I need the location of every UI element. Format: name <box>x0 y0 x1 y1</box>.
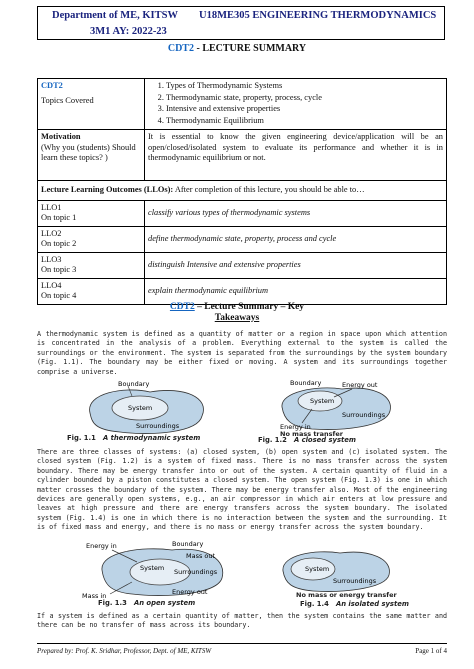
topic-item: 1. Types of Thermodynamic Systems <box>166 81 443 92</box>
llo-row: LLO1 On topic 1 classify various types of thermodynamic systems <box>38 200 447 226</box>
svg-text:System: System <box>305 565 330 573</box>
prepared-by: Prepared by: Prof. K. Sridhar, Professor, Dept. of ME, KITSW <box>37 647 212 655</box>
system-definition-paragraph: A thermodynamic system is defined as a quantity of matter or a region in space upon which attention is concentrated in the analysis of a problem. Everything external to the system is called the surroundings or the environment. The system is separated from the surroundings by the system boundary (Fig. 1.1). The boundary may be either fixed or moving. A system and its surroundings together comprise a universe. <box>37 330 447 376</box>
figure-caption: Fig. 1.4 An isolated system <box>300 600 409 608</box>
svg-text:Surroundings: Surroundings <box>333 577 377 585</box>
no-transfer-label: No mass or energy transfer <box>296 591 397 599</box>
svg-text:Energy in: Energy in <box>280 423 311 431</box>
open-system-figure <box>82 540 242 602</box>
isolated-system-figure <box>275 545 400 595</box>
topics-label-cell: CDT2 Topics Covered <box>38 79 145 130</box>
llo-text: classify various types of thermodynamic systems <box>145 200 447 226</box>
topics-row <box>38 79 447 130</box>
llo-row: LLO3 On topic 3 distinguish Intensive and extensive properties <box>38 252 447 278</box>
svg-text:Boundary: Boundary <box>172 540 204 548</box>
lecture-summary-title: CDT2 - LECTURE SUMMARY <box>167 43 307 54</box>
academic-year-label: 3M1 AY: 2022-23 <box>90 26 167 37</box>
topic-item: 4. Thermodynamic Equilibrium <box>166 116 443 127</box>
llo-heading: Lecture Learning Outcomes (LLOs): After completion of this lecture, you should be able to… <box>38 181 447 201</box>
llo-text: distinguish Intensive and extensive properties <box>145 252 447 278</box>
motivation-label-cell: Motivation (Why you (students) Should learn these topics? ) <box>38 130 145 181</box>
key-takeaways-subtitle: Takeaways <box>214 313 260 323</box>
page-footer <box>37 643 447 655</box>
document-header <box>37 6 445 40</box>
summary-table <box>37 78 447 305</box>
course-title: U18ME305 ENGINEERING THERMODYNAMICS <box>199 10 437 21</box>
llo-text: define thermodynamic state, property, process and cycle <box>145 226 447 252</box>
thermodynamic-system-figure <box>80 378 215 440</box>
svg-text:System: System <box>128 404 153 412</box>
topic-item: 3. Intensive and extensive properties <box>166 104 443 115</box>
key-takeaways-title: CDT2 – Lecture Summary – Key <box>169 302 305 312</box>
figure-caption: Fig. 1.3 An open system <box>98 599 196 607</box>
department-label: Department of ME, KITSW <box>52 10 178 21</box>
topics-list-cell <box>145 79 447 130</box>
figure-caption: Fig. 1.1 A thermodynamic system <box>67 434 201 442</box>
motivation-row <box>38 130 447 181</box>
svg-text:Boundary: Boundary <box>118 380 150 388</box>
system-classes-paragraph: There are three classes of systems: (a) closed system, (b) open system and (c) isolated system. The closed system (Fig. 1.2) is a system of fixed mass. There is no mass transfer across the system boundary. There may be energy transfer into or out of the system. A certain quantity of fluid in a cylinder bounded by a piston constitutes a closed system. The open system (Fig. 1.3) is one in which matter crosses the boundary of the system. There may be energy transfer also. Most of the engineering devices are generally open systems, e.g., an air compressor in which air enters at low pressure and leaves at high pressure and there are energy transfers across the system boundary. The isolated system (Fig. 1.4) is one in which there is no interaction between the system and the surrounding. It is of fixed mass and energy, and there is no mass or energy transfer across the system boundary. <box>37 448 447 532</box>
llo-row: LLO4 On topic 4 explain thermodynamic equilibrium <box>38 278 447 304</box>
closing-paragraph: If a system is defined as a certain quantity of matter, then the system contains the same matter and there can be no transfer of mass across its boundary. <box>37 612 447 630</box>
closed-system-figure <box>272 377 402 435</box>
svg-text:Boundary: Boundary <box>290 379 322 387</box>
svg-text:Surroundings: Surroundings <box>342 411 386 419</box>
page-number: Page 1 of 4 <box>415 647 447 655</box>
svg-text:System: System <box>140 564 165 572</box>
svg-text:Mass out: Mass out <box>186 552 216 560</box>
llo-row: LLO2 On topic 2 define thermodynamic state, property, process and cycle <box>38 226 447 252</box>
figure-caption: Fig. 1.2 A closed system <box>258 436 356 444</box>
svg-text:Energy in: Energy in <box>86 542 117 550</box>
topic-item: 2. Thermodynamic state, property, process, cycle <box>166 93 443 104</box>
llo-text: explain thermodynamic equilibrium <box>145 278 447 304</box>
topics-list <box>148 81 443 126</box>
motivation-text: It is essential to know the given engineering device/application will be an open/closed/isolated system to evaluate its performance and whether it is in thermodynamic equilibrium or not. <box>145 130 447 181</box>
svg-text:Surroundings: Surroundings <box>136 422 180 430</box>
svg-text:Surroundings: Surroundings <box>174 568 218 576</box>
svg-text:Energy out: Energy out <box>172 588 208 596</box>
svg-text:Mass in: Mass in <box>82 592 107 600</box>
llo-heading-row <box>38 181 447 201</box>
svg-text:System: System <box>310 397 335 405</box>
svg-text:Energy out: Energy out <box>342 381 378 389</box>
no-mass-transfer-label: No mass transfer <box>280 430 343 438</box>
